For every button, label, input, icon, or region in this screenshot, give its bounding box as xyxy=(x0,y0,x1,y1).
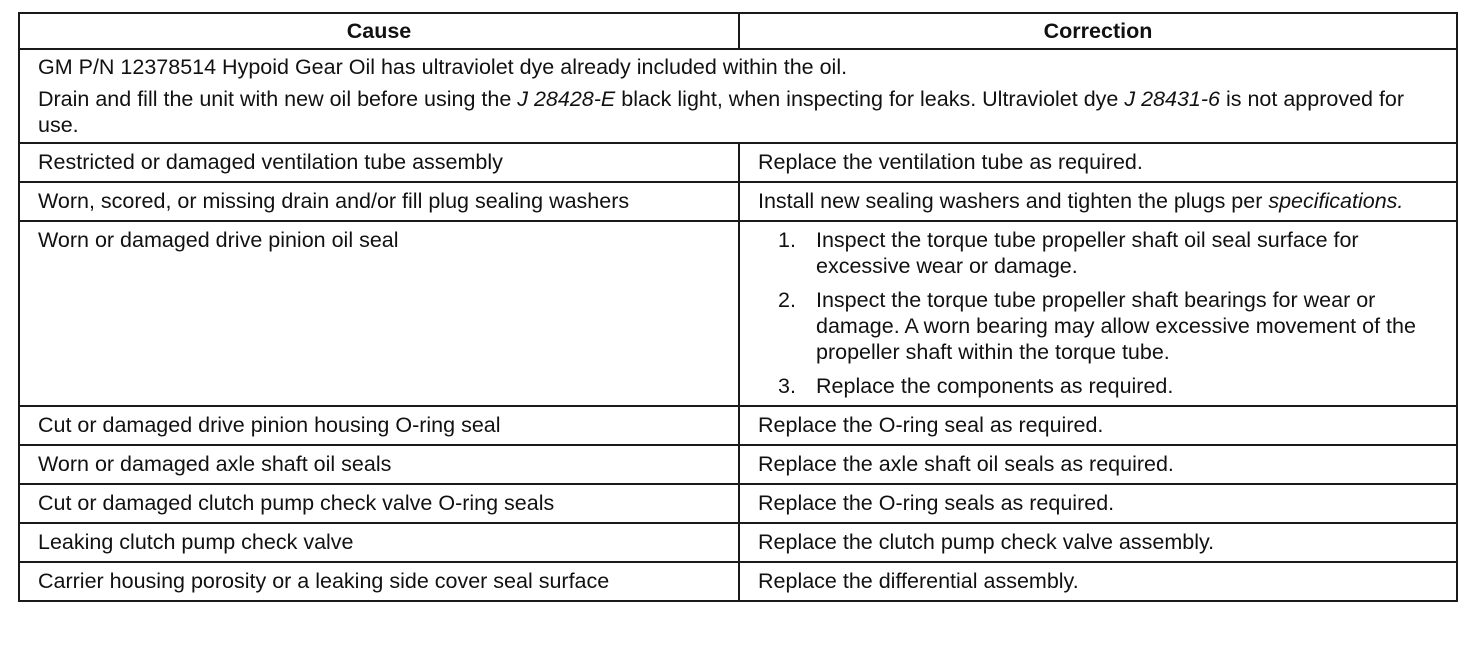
table-row xyxy=(19,221,1457,406)
cause-cell: Worn or damaged drive pinion oil seal xyxy=(19,221,739,406)
correction-cell xyxy=(739,221,1457,406)
correction-cell: Replace the O-ring seals as required. xyxy=(739,484,1457,523)
step-item xyxy=(758,287,1440,365)
cause-cell: Leaking clutch pump check valve xyxy=(19,523,739,562)
step-text: Inspect the torque tube propeller shaft bearings for wear or damage. A worn bearing may allow excessive movement of the propeller shaft within the torque tube. xyxy=(816,288,1416,364)
correction-cell xyxy=(739,182,1457,221)
correction-steps xyxy=(758,227,1440,399)
step-item xyxy=(758,227,1440,279)
step-number: 2. xyxy=(778,288,796,312)
tool-ref-blacklight: J 28428-E xyxy=(517,87,616,111)
note-line-oil: GM P/N 12378514 Hypoid Gear Oil has ultraviolet dye already included within the oil. xyxy=(38,55,848,79)
cause-cell: Worn, scored, or missing drain and/or fill plug sealing washers xyxy=(19,182,739,221)
specifications-ref: specifications. xyxy=(1268,189,1404,213)
diagnosis-table xyxy=(18,12,1458,602)
table-row xyxy=(19,562,1457,601)
correction-cell: Replace the axle shaft oil seals as required. xyxy=(739,445,1457,484)
cause-cell: Cut or damaged drive pinion housing O-ring seal xyxy=(19,406,739,445)
note-text-c: is not approved for use. xyxy=(38,87,1405,137)
table-row xyxy=(19,143,1457,182)
header-row xyxy=(19,13,1457,49)
correction-cell: Replace the O-ring seal as required. xyxy=(739,406,1457,445)
note-text-b: black light, when inspecting for leaks. Ultraviolet dye xyxy=(615,87,1125,111)
table-row xyxy=(19,445,1457,484)
cause-cell: Cut or damaged clutch pump check valve O-ring seals xyxy=(19,484,739,523)
cause-column-header: Cause xyxy=(19,13,739,49)
cause-cell: Restricted or damaged ventilation tube assembly xyxy=(19,143,739,182)
table-row xyxy=(19,523,1457,562)
note-text-a: Drain and fill the unit with new oil before using the xyxy=(38,87,518,111)
note-row xyxy=(19,49,1457,143)
table-row xyxy=(19,182,1457,221)
correction-cell: Replace the differential assembly. xyxy=(739,562,1457,601)
note-cell xyxy=(19,49,1457,143)
cause-cell: Carrier housing porosity or a leaking side cover seal surface xyxy=(19,562,739,601)
table-row xyxy=(19,484,1457,523)
step-number: 1. xyxy=(778,228,796,252)
correction-text: Install new sealing washers and tighten the plugs per xyxy=(758,189,1269,213)
correction-column-header: Correction xyxy=(739,13,1457,49)
tool-ref-dye: J 28431-6 xyxy=(1124,87,1220,111)
correction-cell: Replace the ventilation tube as required. xyxy=(739,143,1457,182)
correction-cell: Replace the clutch pump check valve assembly. xyxy=(739,523,1457,562)
note-line-blacklight xyxy=(38,86,1442,138)
step-number: 3. xyxy=(778,374,796,398)
cause-cell: Worn or damaged axle shaft oil seals xyxy=(19,445,739,484)
step-item xyxy=(758,373,1440,399)
table-row xyxy=(19,406,1457,445)
step-text: Replace the components as required. xyxy=(816,374,1174,398)
step-text: Inspect the torque tube propeller shaft oil seal surface for excessive wear or damage. xyxy=(816,228,1359,278)
